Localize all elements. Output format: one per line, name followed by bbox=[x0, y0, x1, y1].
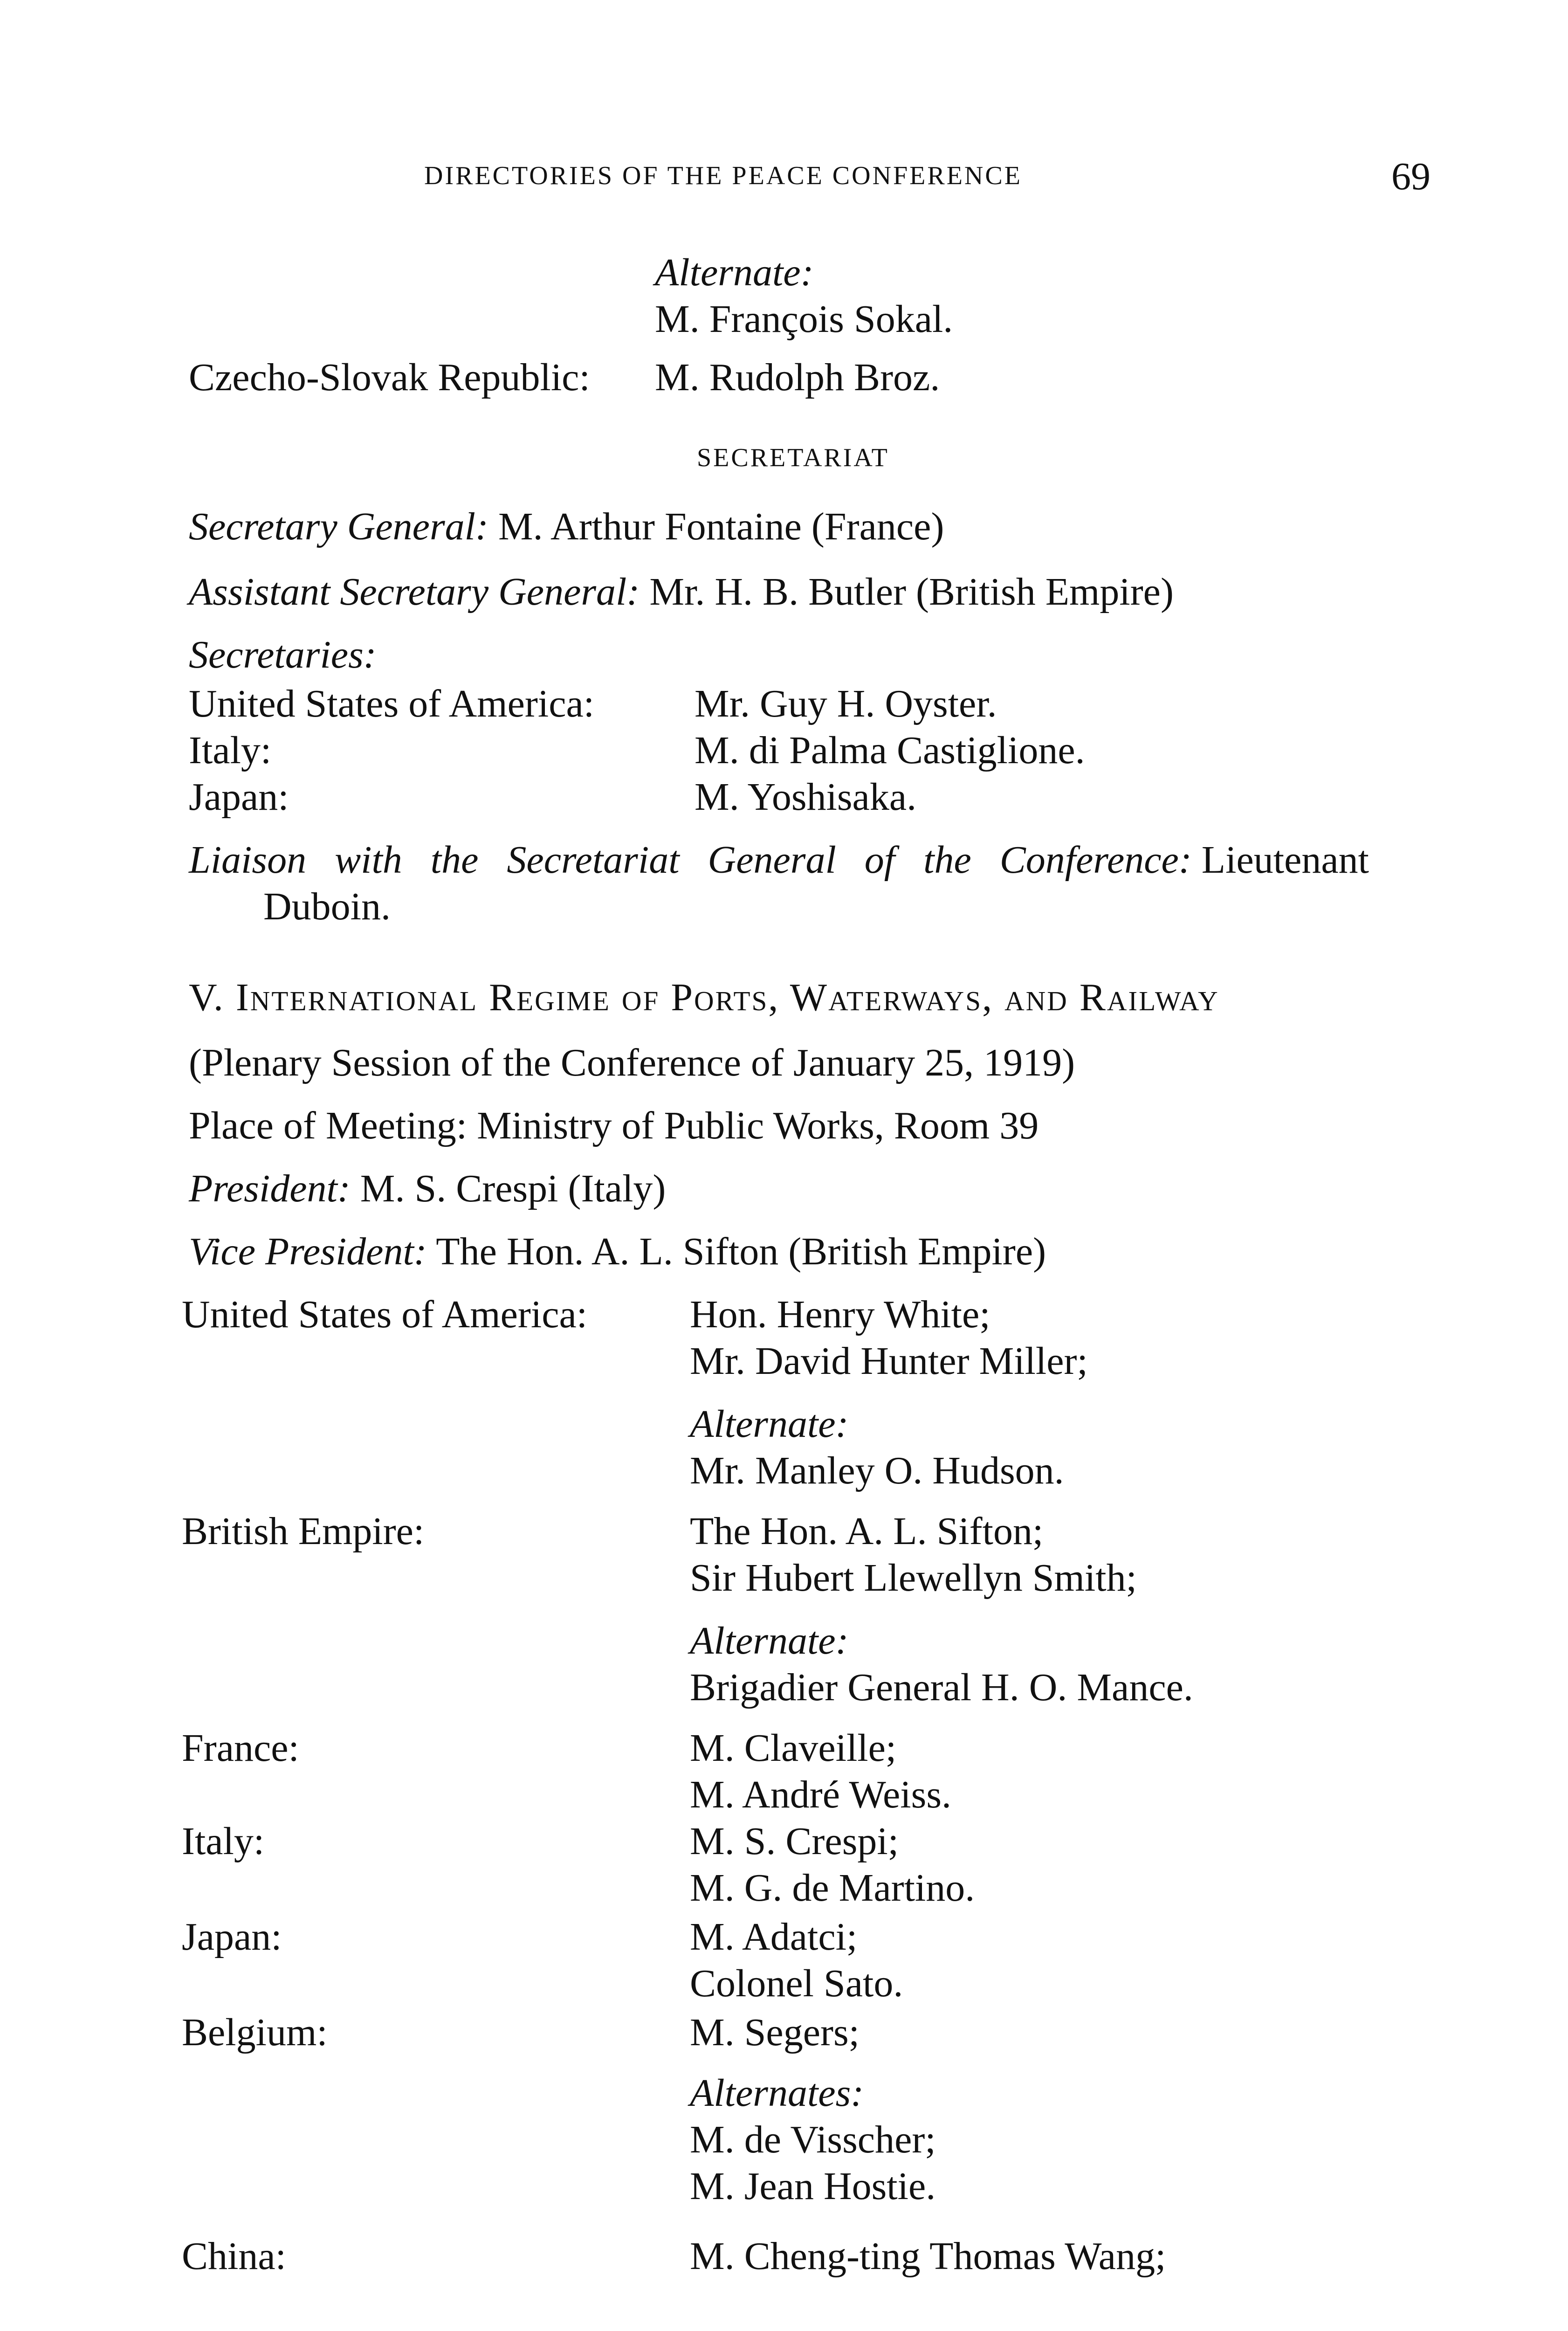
assistant-label: Assistant Secretary General: bbox=[189, 570, 640, 614]
delegate-name: Mr. David Hunter Miller; bbox=[690, 1339, 1088, 1383]
vice-president-label: Vice President: bbox=[189, 1230, 427, 1273]
secretary-general-value: M. Arthur Fontaine (France) bbox=[498, 505, 944, 548]
alternate-name: M. Jean Hostie. bbox=[690, 2165, 936, 2208]
secretariat-heading: SECRETARIAT bbox=[697, 443, 889, 472]
alternate-label: Alternate: bbox=[690, 1619, 849, 1662]
vice-president-value: The Hon. A. L. Sifton (British Empire) bbox=[436, 1230, 1046, 1273]
vice-president-line bbox=[189, 1228, 1046, 1275]
secretary-general-label: Secretary General: bbox=[189, 505, 488, 548]
alternate-label: Alternate: bbox=[690, 1402, 849, 1446]
liaison-line bbox=[189, 837, 1438, 883]
secretary-country: United States of America: bbox=[189, 682, 595, 725]
alternate-label: Alternates: bbox=[690, 2071, 864, 2115]
running-title: DIRECTORIES OF THE PEACE CONFERENCE bbox=[424, 161, 1022, 190]
liaison-value: Lieutenant bbox=[1201, 838, 1369, 882]
liaison-label: Liaison with the Secretariat General of the Conference: bbox=[189, 838, 1192, 882]
delegate-name: M. André Weiss. bbox=[690, 1773, 952, 1816]
president-value: M. S. Crespi (Italy) bbox=[360, 1167, 666, 1210]
alternate-name: Brigadier General H. O. Mance. bbox=[690, 1666, 1193, 1709]
assistant-value: Mr. H. B. Butler (British Empire) bbox=[649, 570, 1174, 614]
secretary-general-line bbox=[189, 503, 944, 550]
delegation-country: Italy: bbox=[182, 1820, 265, 1863]
delegation-country: France: bbox=[182, 1726, 299, 1770]
delegate-name: M. S. Crespi; bbox=[690, 1820, 899, 1863]
secretary-name: Mr. Guy H. Oyster. bbox=[695, 682, 997, 725]
delegate-name: Colonel Sato. bbox=[690, 1962, 903, 2005]
president-label: President: bbox=[189, 1167, 351, 1210]
delegate-name: Sir Hubert Llewellyn Smith; bbox=[690, 1556, 1137, 1600]
delegate-name: M. Cheng-ting Thomas Wang; bbox=[690, 2234, 1166, 2278]
page-number: 69 bbox=[1391, 155, 1430, 198]
delegate-name: M. Claveille; bbox=[690, 1726, 897, 1770]
alternate-name: M. de Visscher; bbox=[690, 2118, 936, 2161]
delegate-name: Hon. Henry White; bbox=[690, 1293, 990, 1336]
place-of-meeting: Place of Meeting: Ministry of Public Works, Room 39 bbox=[189, 1104, 1039, 1147]
liaison-value-cont: Duboin. bbox=[263, 885, 391, 928]
delegate-name: The Hon. A. L. Sifton; bbox=[690, 1510, 1044, 1553]
delegation-country: Belgium: bbox=[182, 2011, 328, 2054]
delegate-name: M. Adatci; bbox=[690, 1915, 858, 1959]
secretary-name: M. Yoshisaka. bbox=[695, 775, 917, 819]
assistant-line bbox=[189, 569, 1174, 615]
plenary-session: (Plenary Session of the Conference of January 25, 1919) bbox=[189, 1041, 1075, 1084]
alternate-name: M. François Sokal. bbox=[655, 297, 953, 341]
alternate-label: Alternate: bbox=[655, 251, 814, 294]
delegation-country: China: bbox=[182, 2234, 286, 2278]
delegation-country: British Empire: bbox=[182, 1510, 425, 1553]
president-line bbox=[189, 1166, 666, 1212]
secretaries-label: Secretaries: bbox=[189, 633, 377, 676]
delegate-name: M. Segers; bbox=[690, 2011, 860, 2054]
czecho-name: M. Rudolph Broz. bbox=[655, 356, 940, 399]
section-v-heading: V. International Regime of Ports, Waterways, and Railway bbox=[189, 976, 1219, 1019]
delegation-country: United States of America: bbox=[182, 1293, 588, 1336]
delegate-name: M. G. de Martino. bbox=[690, 1866, 975, 1910]
alternate-name: Mr. Manley O. Hudson. bbox=[690, 1449, 1064, 1492]
secretary-country: Italy: bbox=[189, 729, 272, 772]
czecho-country: Czecho-Slovak Republic: bbox=[189, 356, 590, 399]
secretary-country: Japan: bbox=[189, 775, 289, 819]
delegation-country: Japan: bbox=[182, 1915, 282, 1959]
secretary-name: M. di Palma Castiglione. bbox=[695, 729, 1085, 772]
